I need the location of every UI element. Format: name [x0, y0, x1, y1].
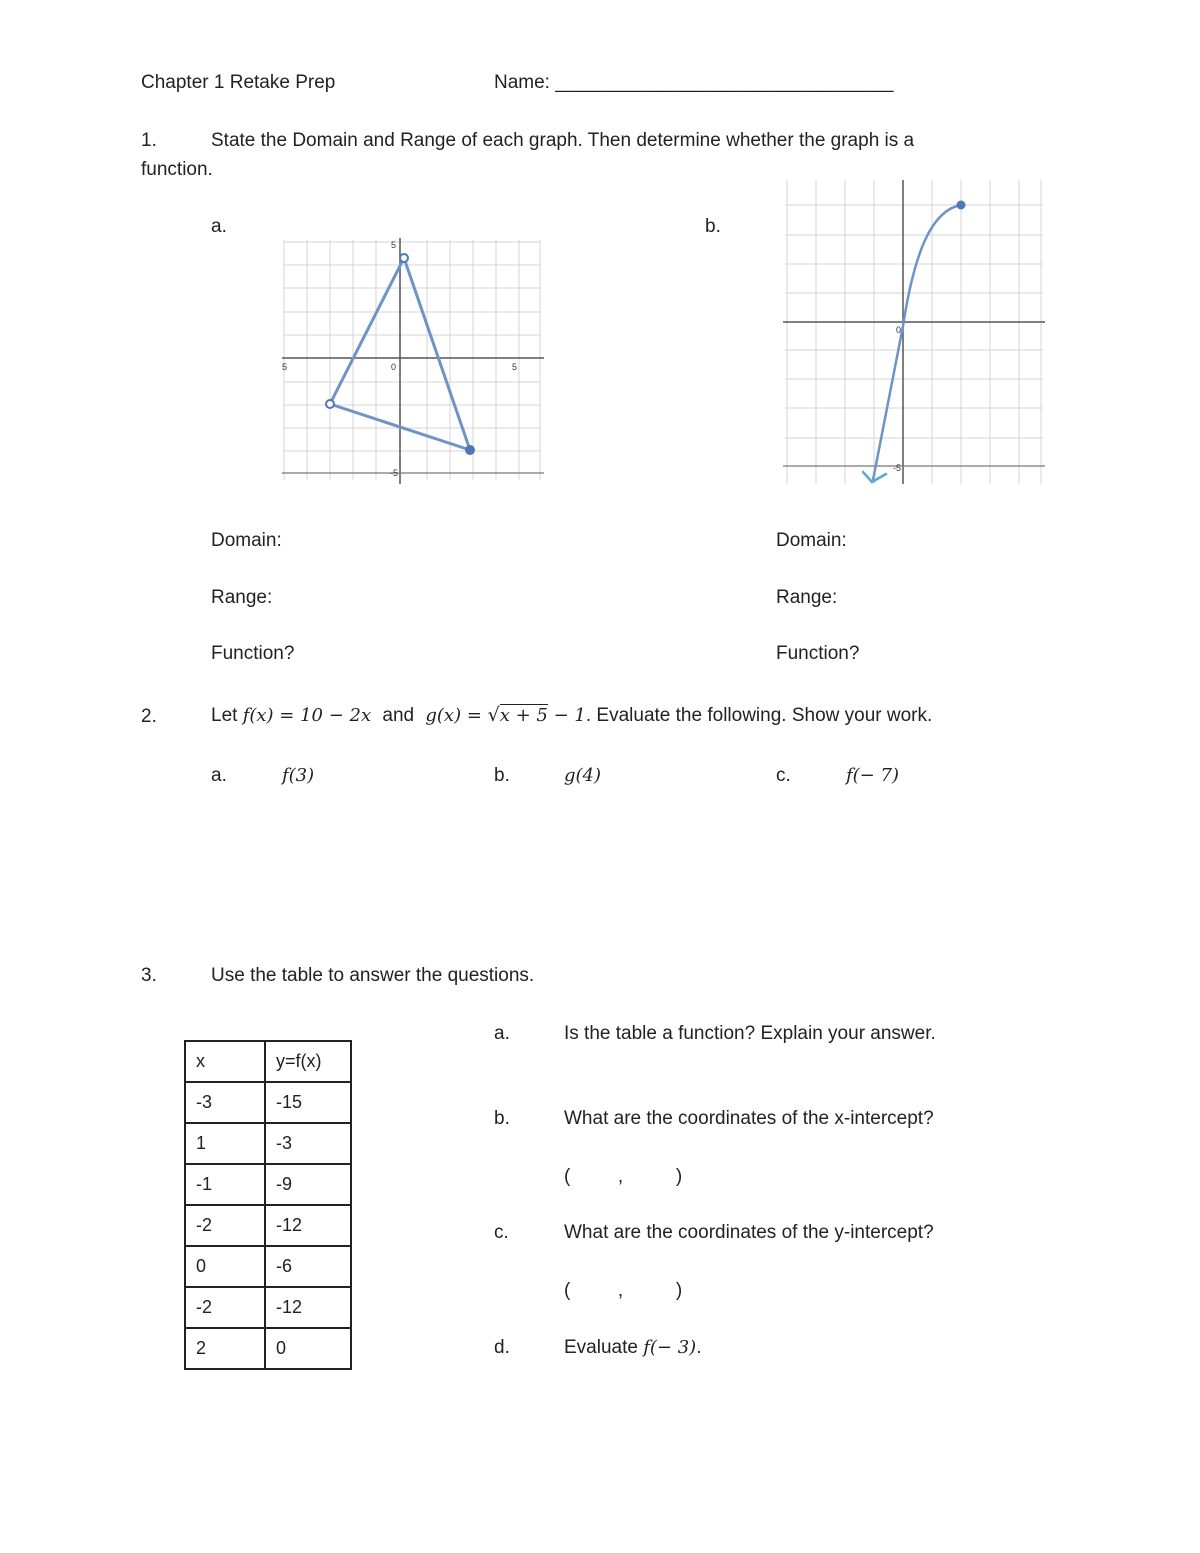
table-row — [185, 1205, 351, 1246]
table-header-x: x — [185, 1041, 265, 1082]
graph-b-domain-label: Domain: — [776, 530, 847, 551]
q1-number: 1. — [141, 130, 157, 151]
q2-g-radicand: x + 5 — [499, 705, 548, 726]
table-row — [185, 1246, 351, 1287]
graph-a-open-point-top — [400, 254, 408, 262]
q2-part-a-label: a. — [211, 765, 227, 786]
graph-b-curve — [873, 205, 961, 480]
q2-let: Let — [211, 705, 238, 726]
q3-number: 3. — [141, 965, 157, 986]
q2-and: and — [382, 705, 415, 726]
table-cell-x: -2 — [185, 1287, 265, 1328]
table-header-row — [185, 1041, 351, 1082]
graph-a — [282, 238, 544, 484]
graph-a-label: a. — [211, 216, 227, 237]
graph-b-tick-ybottom: -5 — [893, 463, 902, 473]
table-cell-y: -3 — [265, 1123, 351, 1164]
table-row — [185, 1123, 351, 1164]
table-cell-y: -9 — [265, 1164, 351, 1205]
q3d-suffix: . — [696, 1337, 702, 1358]
q2-part-b-label: b. — [494, 765, 510, 786]
table-row — [185, 1082, 351, 1123]
q3d-text — [564, 1337, 701, 1359]
q3d-label: d. — [494, 1337, 510, 1358]
graph-b — [783, 178, 1045, 486]
table-cell-y: -12 — [265, 1205, 351, 1246]
function-table — [184, 1040, 352, 1370]
q3a-text: Is the table a function? Explain your answer. — [564, 1023, 936, 1044]
q2-g-rhs: − 1 — [547, 705, 586, 726]
graph-b-closed-point — [957, 201, 966, 210]
graph-a-tick-ytop: 5 — [391, 240, 397, 250]
graph-b-range-label: Range: — [776, 587, 838, 608]
q3c-label: c. — [494, 1222, 509, 1243]
q2-f-definition: f(x) = 10 − 2x — [242, 705, 372, 726]
q3c-text: What are the coordinates of the y-intercept? — [564, 1222, 934, 1243]
table-cell-x: -1 — [185, 1164, 265, 1205]
graph-a-domain-label: Domain: — [211, 530, 282, 551]
q2-instruction: . Evaluate the following. Show your work. — [585, 705, 933, 726]
sqrt-icon: √ — [487, 704, 500, 726]
name-field[interactable]: Name: ________________________________ — [494, 72, 894, 93]
graph-a-range-label: Range: — [211, 587, 273, 608]
q3a-label: a. — [494, 1023, 510, 1044]
graph-a-grid — [284, 240, 540, 480]
graph-a-open-point-left — [326, 400, 334, 408]
table-header-y: y=f(x) — [265, 1041, 351, 1082]
q3b-answer-blank[interactable]: ( , ) — [564, 1166, 683, 1187]
graph-b-grid — [785, 180, 1043, 484]
graph-b-function-label: Function? — [776, 643, 860, 664]
table-row — [185, 1164, 351, 1205]
worksheet-title: Chapter 1 Retake Prep — [141, 72, 336, 93]
q1-prompt-line2: function. — [141, 159, 213, 180]
q3d-expr: f(− 3) — [643, 1337, 697, 1358]
table-cell-y: -6 — [265, 1246, 351, 1287]
table-cell-x: -2 — [185, 1205, 265, 1246]
table-cell-x: 0 — [185, 1246, 265, 1287]
table-cell-x: 1 — [185, 1123, 265, 1164]
table-cell-x: -3 — [185, 1082, 265, 1123]
q2-prompt — [211, 704, 932, 727]
q1-prompt-line1: State the Domain and Range of each graph. Then determine whether the graph is a — [211, 130, 915, 151]
q3-prompt: Use the table to answer the questions. — [211, 965, 535, 986]
graph-b-tick-origin: 0 — [896, 325, 902, 335]
graph-a-tick-xright: 5 — [512, 362, 518, 372]
q2-part-c-label: c. — [776, 765, 791, 786]
table-cell-y: -12 — [265, 1287, 351, 1328]
graph-a-function-label: Function? — [211, 643, 295, 664]
table-cell-y: 0 — [265, 1328, 351, 1369]
q3b-text: What are the coordinates of the x-intercept? — [564, 1108, 934, 1129]
table-cell-x: 2 — [185, 1328, 265, 1369]
table-row — [185, 1328, 351, 1369]
graph-a-tick-xleft: 5 — [282, 362, 288, 372]
q2-number: 2. — [141, 706, 157, 727]
q3b-label: b. — [494, 1108, 510, 1129]
graph-a-tick-ybottom: -5 — [390, 468, 399, 478]
q2-part-b-expr: g(4) — [564, 765, 602, 786]
graph-a-closed-point — [466, 446, 475, 455]
graph-b-label: b. — [705, 216, 721, 237]
q2-part-a-expr: f(3) — [282, 765, 315, 786]
q3d-evaluate: Evaluate — [564, 1337, 638, 1358]
table-row — [185, 1287, 351, 1328]
q2-g-lhs: g(x) = — [425, 705, 488, 726]
table-cell-y: -15 — [265, 1082, 351, 1123]
graph-a-tick-origin: 0 — [391, 362, 397, 372]
q3c-answer-blank[interactable]: ( , ) — [564, 1280, 683, 1301]
q2-part-c-expr: f(− 7) — [846, 765, 899, 786]
